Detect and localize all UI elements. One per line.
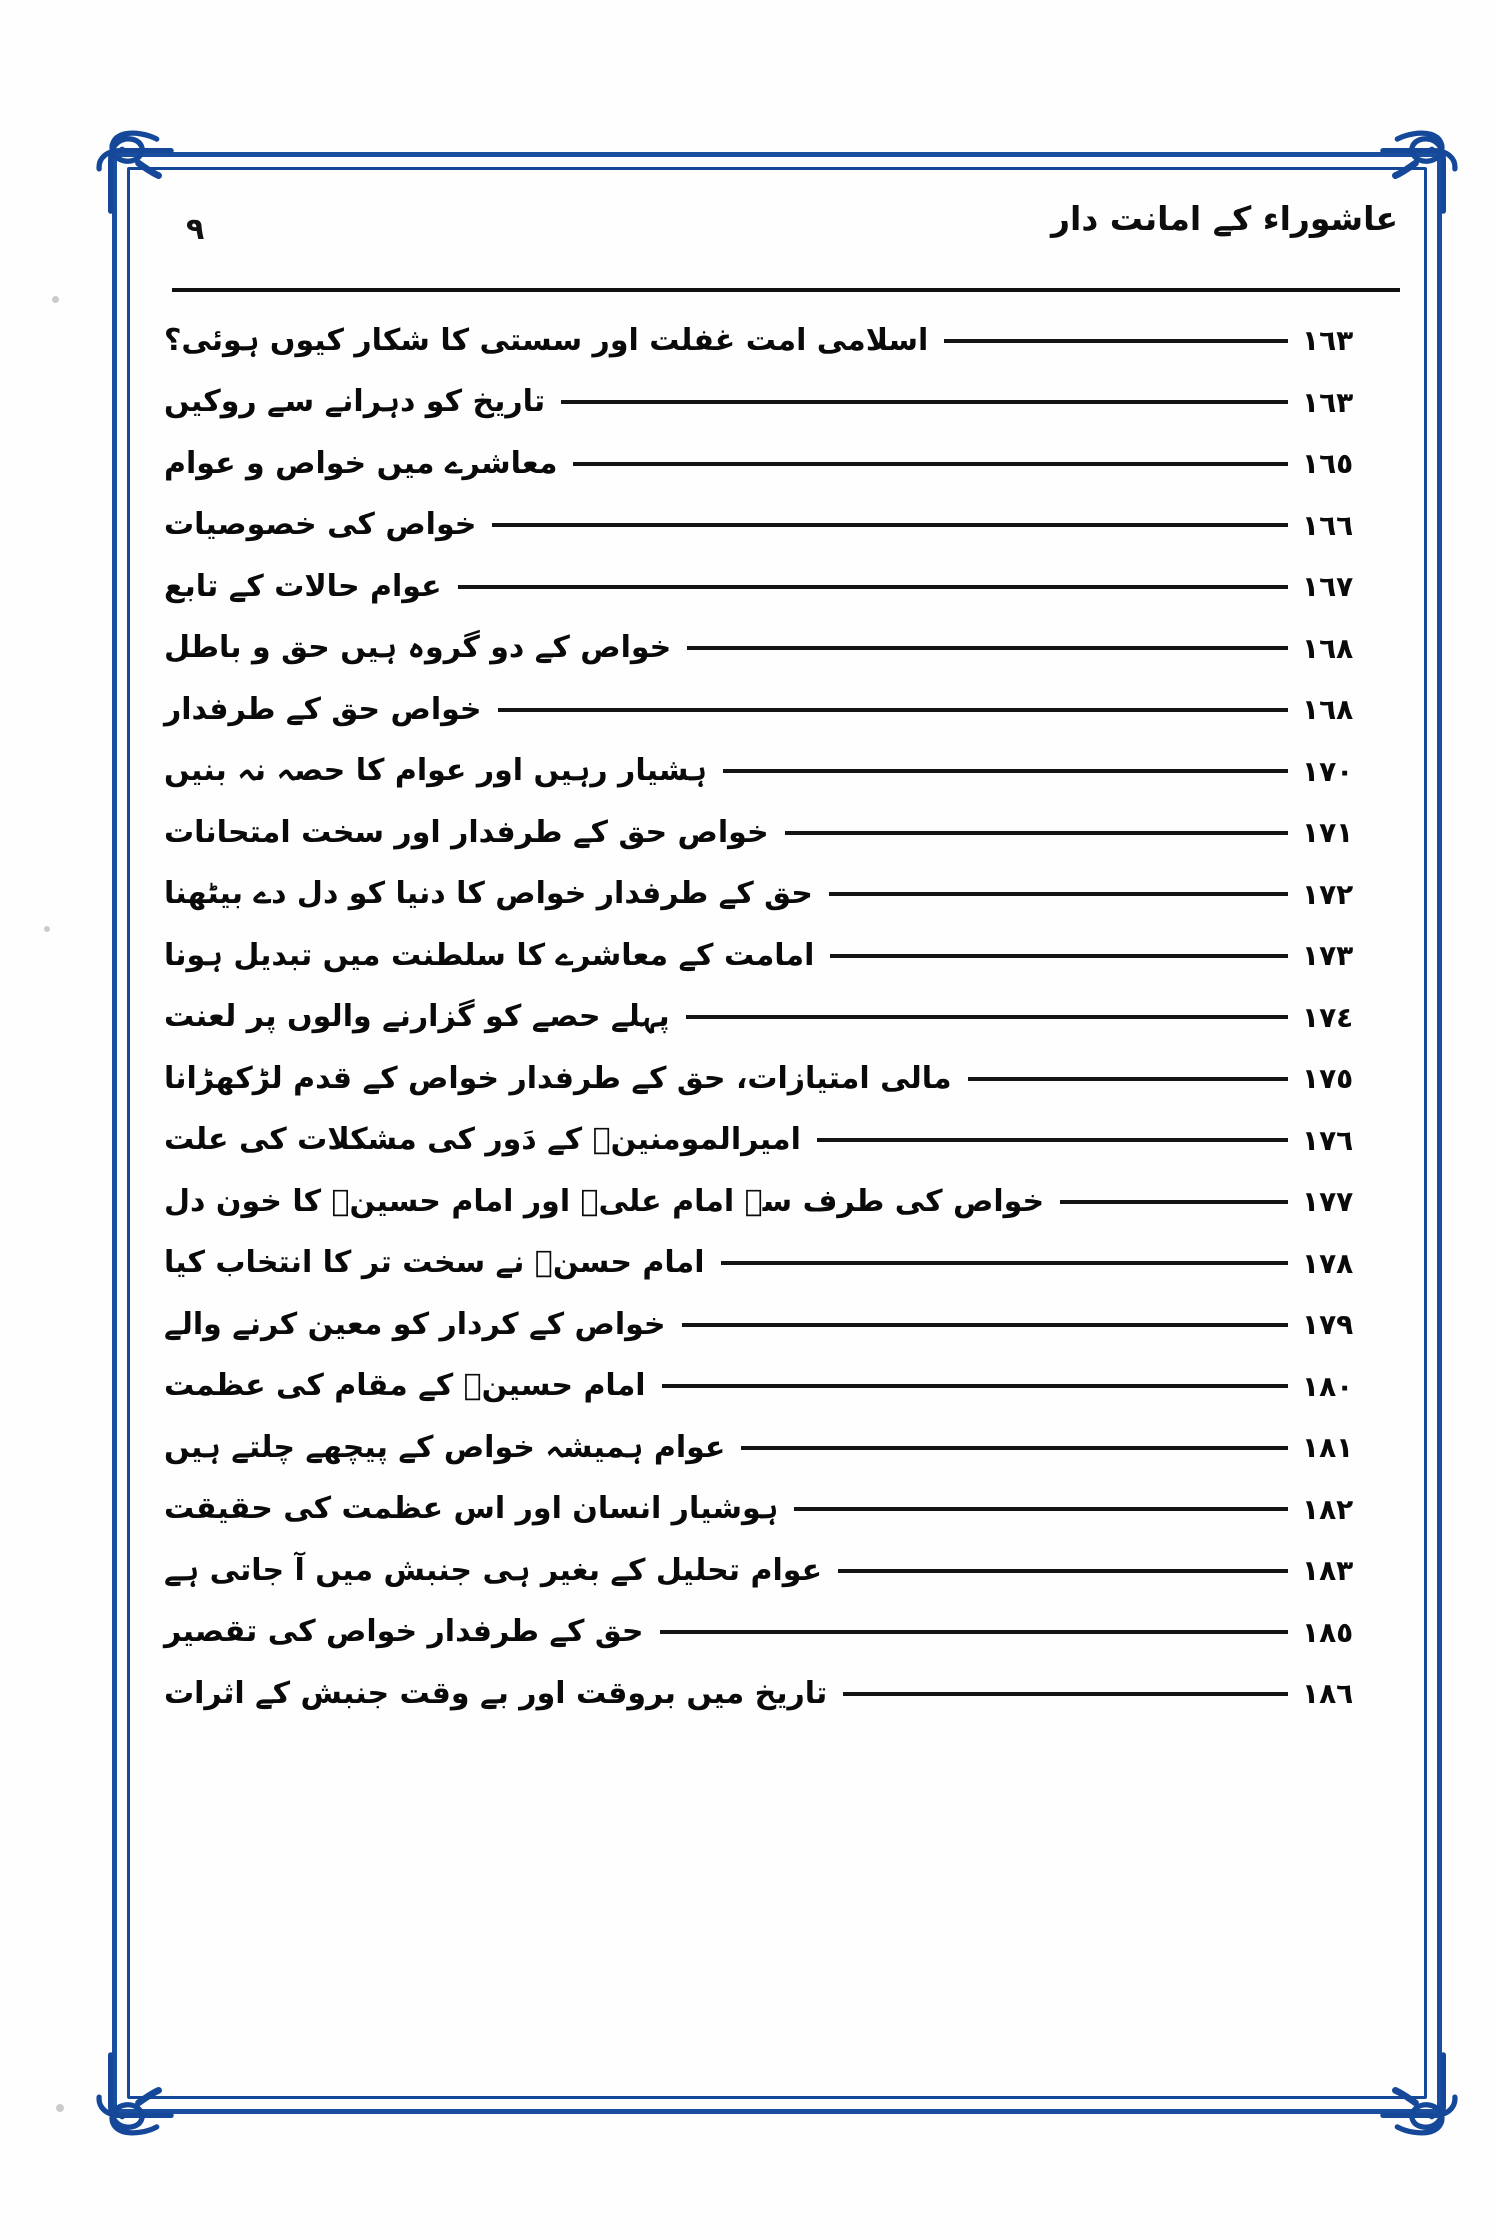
toc-entry-title[interactable]: خواص کی خصوصیات [164, 507, 477, 542]
toc-entry[interactable] [150, 987, 1408, 1049]
toc-entry-title[interactable]: خواص حق کے طرفدار [164, 691, 482, 727]
toc-entry-title[interactable]: امیرالمومنینؑ کے دَور کی مشکلات کی علت [164, 1122, 801, 1157]
toc-entry-title[interactable]: حق کے طرفدار خواص کی تقصیر [164, 1614, 644, 1649]
scan-artifact [44, 926, 50, 932]
toc-entry-page-number: ١٨٦ [1302, 1677, 1354, 1711]
toc-entry[interactable] [150, 925, 1408, 987]
toc-leader-rule [817, 1138, 1288, 1142]
toc-leader-rule [794, 1507, 1288, 1511]
toc-leader-rule [843, 1692, 1288, 1696]
toc-leader-rule [686, 1015, 1288, 1019]
toc-leader-rule [660, 1630, 1288, 1634]
toc-entry-page-number: ١٨١ [1302, 1431, 1354, 1465]
toc-entry-title[interactable]: امام حسنؑ نے سخت تر کا انتخاب کیا [164, 1245, 705, 1280]
toc-entry-title[interactable]: ہوشیار انسان اور اس عظمت کی حقیقت [164, 1491, 779, 1526]
toc-leader-rule [687, 646, 1288, 650]
toc-entry[interactable] [150, 310, 1408, 372]
toc-leader-rule [492, 523, 1288, 527]
toc-entry-title[interactable]: خواص حق کے طرفدار اور سخت امتحانات [164, 814, 769, 850]
toc-leader-rule [741, 1446, 1288, 1450]
toc-entry-page-number: ١٧٨ [1302, 1246, 1354, 1280]
toc-entry[interactable] [150, 1663, 1408, 1725]
toc-entry-title[interactable]: خواص کی طرف سے امام علیؑ اور امام حسینؑ کا خون دل [164, 1183, 1045, 1219]
toc-entry[interactable] [150, 802, 1408, 864]
toc-entry-page-number: ١٧٥ [1302, 1062, 1354, 1096]
toc-leader-rule [723, 769, 1288, 773]
toc-entry-title[interactable]: تاریخ میں بروقت اور بے وقت جنبش کے اثرات [164, 1675, 828, 1711]
toc-entry[interactable] [150, 1294, 1408, 1356]
toc-entry-page-number: ١٧٣ [1302, 939, 1354, 973]
toc-leader-rule [682, 1323, 1288, 1327]
toc-entry-page-number: ١٨٢ [1302, 1492, 1354, 1526]
toc-entry[interactable] [150, 1602, 1408, 1664]
toc-entry-page-number: ١٦٥ [1302, 447, 1354, 481]
toc-entry[interactable] [150, 618, 1408, 680]
toc-entry-title[interactable]: تاریخ کو دہرانے سے روکیں [164, 384, 546, 419]
toc-entry[interactable] [150, 1356, 1408, 1418]
toc-leader-rule [662, 1384, 1288, 1388]
toc-entry-page-number: ١٨٠ [1302, 1369, 1354, 1403]
toc-leader-rule [1060, 1200, 1288, 1204]
toc-entry[interactable] [150, 679, 1408, 741]
page-number: ٩ [186, 212, 205, 247]
toc-entry-title[interactable]: امامت کے معاشرے کا سلطنت میں تبدیل ہونا [164, 937, 815, 973]
toc-entry-page-number: ١٧٤ [1302, 1000, 1354, 1034]
toc-entry-title[interactable]: امام حسینؑ کے مقام کی عظمت [164, 1368, 646, 1403]
toc-entry[interactable] [150, 433, 1408, 495]
page-header [150, 192, 1408, 288]
toc-entry-title[interactable]: اسلامی امت غفلت اور سستی کا شکار کیوں ہوئی؟ [164, 322, 929, 358]
toc-leader-rule [573, 462, 1288, 466]
toc-entry[interactable] [150, 372, 1408, 434]
toc-entry-title[interactable]: عوام تحلیل کے بغیر ہی جنبش میں آ جاتی ہے [164, 1552, 823, 1588]
scan-artifact [56, 2104, 64, 2112]
toc-entry[interactable] [150, 1110, 1408, 1172]
toc-entry-title[interactable]: عوام حالات کے تابع [164, 568, 442, 604]
toc-entry[interactable] [150, 1233, 1408, 1295]
toc-leader-rule [829, 892, 1288, 896]
toc-entry[interactable] [150, 1171, 1408, 1233]
toc-entry-title[interactable]: خواص کے کردار کو معین کرنے والے [164, 1306, 666, 1342]
toc-entry-page-number: ١٧٧ [1302, 1185, 1354, 1219]
toc-leader-rule [968, 1077, 1288, 1081]
toc-entry-page-number: ١٦٧ [1302, 570, 1354, 604]
toc-entry[interactable] [150, 1479, 1408, 1541]
toc-entry-page-number: ١٧٩ [1302, 1308, 1354, 1342]
toc-leader-rule [458, 585, 1288, 589]
toc-entry-title[interactable]: پہلے حصے کو گزارنے والوں پر لعنت [164, 999, 670, 1034]
toc-entry-page-number: ١٧٢ [1302, 877, 1354, 911]
running-title: عاشوراء کے امانت دار [1051, 199, 1398, 238]
toc-leader-rule [561, 400, 1288, 404]
table-of-contents-list [150, 310, 1408, 1725]
toc-entry-page-number: ١٨٥ [1302, 1615, 1354, 1649]
header-rule [172, 288, 1400, 292]
toc-leader-rule [721, 1261, 1288, 1265]
scan-artifact [52, 296, 59, 303]
toc-leader-rule [785, 831, 1288, 835]
toc-entry[interactable] [150, 1417, 1408, 1479]
toc-entry-page-number: ١٦٨ [1302, 631, 1354, 665]
toc-entry[interactable] [150, 495, 1408, 557]
page-content [150, 192, 1408, 2072]
toc-entry[interactable] [150, 741, 1408, 803]
toc-entry-title[interactable]: معاشرے میں خواص و عوام [164, 445, 558, 481]
toc-entry-page-number: ١٧٦ [1302, 1123, 1354, 1157]
toc-entry[interactable] [150, 864, 1408, 926]
toc-leader-rule [498, 708, 1288, 712]
toc-entry-page-number: ١٧١ [1302, 816, 1354, 850]
toc-leader-rule [944, 339, 1288, 343]
toc-leader-rule [830, 954, 1288, 958]
toc-entry[interactable] [150, 1540, 1408, 1602]
toc-entry[interactable] [150, 1048, 1408, 1110]
toc-entry[interactable] [150, 556, 1408, 618]
toc-entry-title[interactable]: مالی امتیازات، حق کے طرفدار خواص کے قدم لڑکھڑانا [164, 1060, 952, 1096]
toc-entry-title[interactable]: عوام ہمیشہ خواص کے پیچھے چلتے ہیں [164, 1429, 726, 1465]
toc-entry-page-number: ١٦٣ [1302, 324, 1354, 358]
toc-entry-page-number: ١٦٣ [1302, 385, 1354, 419]
toc-entry-page-number: ١٨٣ [1302, 1554, 1354, 1588]
toc-entry-page-number: ١٦٦ [1302, 508, 1354, 542]
toc-entry-title[interactable]: حق کے طرفدار خواص کا دنیا کو دل دے بیٹھنا [164, 876, 813, 911]
toc-entry-title[interactable]: خواص کے دو گروہ ہیں حق و باطل [164, 630, 672, 665]
toc-entry-page-number: ١٦٨ [1302, 693, 1354, 727]
toc-entry-title[interactable]: ہشیار رہیں اور عوام کا حصہ نہ بنیں [164, 753, 707, 788]
toc-leader-rule [838, 1569, 1288, 1573]
toc-entry-page-number: ١٧٠ [1302, 754, 1354, 788]
